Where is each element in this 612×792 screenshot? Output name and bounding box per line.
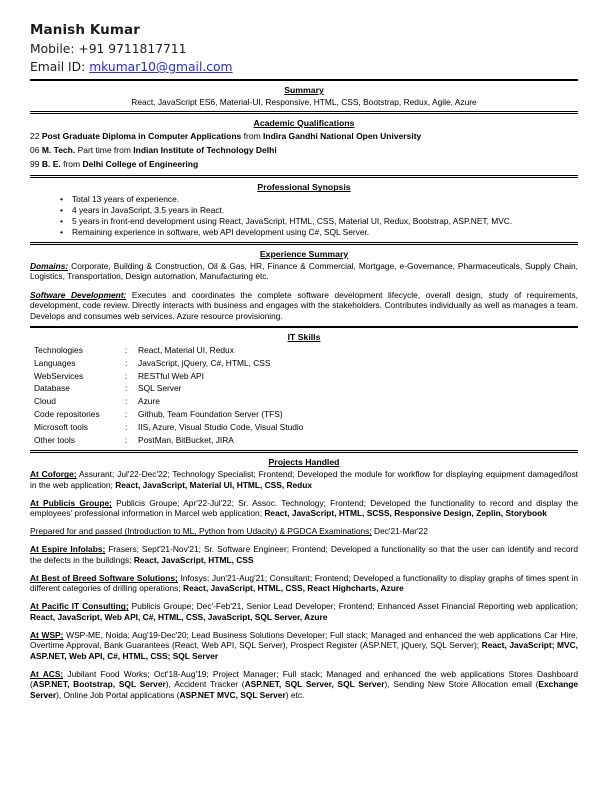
project-heading: At Pacific IT Consulting;	[30, 601, 129, 612]
skill-row	[30, 382, 578, 395]
project-tech: React, JavaScript, HTML, CSS	[133, 554, 254, 565]
academic-title: Academic Qualifications	[253, 118, 355, 128]
project-body: WSP-ME, Noida; Aug'19-Dec'20; Lead Business Solutions Developer; Full stack; Managed and enhanced the web applications Car Hire, Overtime Approval, Bank Guarantees (React, Web API, SQL Server), Prospect Register (ASP.NET, jQuery, SQL Server);	[30, 629, 579, 651]
synopsis-bullet: • 4 years in JavaScript, 3.5 years in React.	[30, 205, 578, 216]
skill-row	[30, 408, 578, 421]
academic-item	[30, 130, 578, 144]
skill-row	[30, 421, 578, 434]
academic-degree: M. Tech.	[41, 144, 76, 155]
skill-value: SQL Server	[138, 383, 182, 394]
project-heading: At WSP;	[30, 629, 64, 640]
project-tech-segment: ASP.NET, SQL Server, SQL Server	[244, 679, 385, 690]
skill-colon: :	[125, 396, 128, 407]
academic-degree: Post Graduate Diploma in Computer Applications	[41, 131, 242, 141]
synopsis-bullet-list	[30, 194, 578, 237]
section-divider	[30, 79, 578, 81]
academic-connector: Part time from	[75, 144, 134, 155]
exam-preparation-note	[30, 526, 578, 537]
project-body-segment: ), Sending New Store Allocation email (	[384, 679, 539, 690]
skill-label: Languages	[34, 357, 76, 368]
academic-institution: Indian Institute of Technology Delhi	[133, 144, 277, 155]
section-divider	[30, 450, 578, 453]
academic-year: 22	[30, 131, 42, 141]
project-acs	[30, 669, 578, 701]
project-heading: At Coforge;	[30, 469, 77, 480]
experience-title: Experience Summary	[259, 248, 349, 259]
contact-header	[30, 22, 578, 74]
skill-row	[30, 434, 578, 447]
project-heading: At Best of Breed Software Solutions;	[30, 572, 178, 583]
email-link[interactable]: mkumar10@gmail.com	[89, 60, 233, 74]
project-heading: At ACS;	[30, 668, 64, 679]
section-divider	[30, 175, 578, 178]
section-it-skills	[30, 332, 578, 446]
academic-institution: Delhi College of Engineering	[82, 158, 199, 169]
project-tech: React, JavaScript, HTML, SCSS, Responsive Design, Zeplin, Storybook	[264, 508, 547, 519]
synopsis-bullet: • Total 13 years of experience.	[30, 194, 578, 205]
project-body-segment: ), Accident Tracker (	[165, 679, 245, 690]
skill-colon: :	[125, 409, 128, 420]
software-development-label: Software Development:	[30, 289, 127, 300]
skill-colon: :	[125, 421, 128, 432]
project-tech: React, JavaScript, Material UI, HTML, CSS, Redux	[115, 479, 313, 490]
project-body: Infosys; Jun'21-Aug'21; Consultant; Frontend; Developed a functionality to display graphs of times spent in different categories of drilling operations;	[30, 572, 579, 594]
academic-institution: Indira Gandhi National Open University	[263, 131, 422, 141]
project-body-segment: Jubilant Food Works; Oct'18-Aug'19; Project Manager; Full stack; Managed and enhanced the web applications Stores Dashboard (	[30, 668, 578, 690]
project-tech: React, JavaScript, HTML, CSS, React Highcharts, Azure	[183, 583, 404, 594]
skill-row	[30, 395, 578, 408]
project-body: Assurant; Jul'22-Dec'22; Technology Specialist; Frontend; Developed the module for workflow for displaying equipment damaged/lost in the web application;	[30, 469, 578, 490]
domains-paragraph	[30, 261, 578, 282]
exam-note-underlined: Prepared for and passed (Introduction to ML, Python from Udacity) & PGDCA Examinations;	[30, 526, 372, 537]
project-pacific-it-consulting	[30, 601, 578, 622]
project-wsp	[30, 630, 578, 662]
software-development-text: Executes and coordinates the complete software development lifecycle, overall design, study of requirements, development, code review. Directly interacts with business and engages with the stakeholders. Contributes individually as well as manages a team. Develops and consumes web services. Azure resource provisioning.	[30, 289, 578, 321]
section-divider	[30, 326, 578, 328]
summary-title: Summary	[284, 85, 324, 95]
project-best-of-breed	[30, 573, 578, 594]
mobile-label: Mobile:	[30, 42, 79, 56]
section-synopsis	[30, 182, 578, 237]
project-body: Frasers; Sept'21-Nov'21; Sr. Software Engineer; Frontend; Developed a functionality so that the user can identify and record the defects in the buildings;	[30, 544, 578, 565]
project-publicis-groupe	[30, 498, 578, 519]
skill-value: RESTful Web API	[138, 370, 204, 381]
project-tech-segment: Exchange Server	[30, 679, 578, 700]
project-body: Publicis Groupe; Apr'22-Jul'22; Sr. Assoc. Technology; Frontend; Developed the functionality to record and display the employees' professional information in Marcel web application;	[30, 497, 578, 519]
section-projects	[30, 457, 578, 700]
synopsis-bullet: • Remaining experience in software, web API development using C#, SQL Server.	[30, 227, 578, 238]
software-development-paragraph	[30, 290, 578, 322]
project-espire-infolabs	[30, 544, 578, 565]
academic-connector: from	[241, 131, 264, 141]
academic-year: 06	[30, 144, 42, 155]
section-experience	[30, 249, 578, 322]
skill-row	[30, 357, 578, 370]
skill-colon: :	[125, 357, 128, 368]
skill-colon: :	[125, 370, 128, 381]
mobile-line	[30, 42, 578, 56]
academic-connector: from	[60, 158, 83, 169]
section-divider	[30, 242, 578, 245]
exam-note-dates: Dec'21-Mar'22	[371, 526, 428, 537]
academic-year: 99	[30, 158, 42, 169]
project-tech-segment: ASP.NET MVC, SQL Server	[179, 689, 286, 700]
skill-label: Other tools	[34, 434, 75, 445]
domains-label: Domains:	[30, 260, 69, 271]
domains-text: Corporate, Building & Construction, Oil & Gas, HR, Finance & Commercial, Mortgage, e-Governance, Pharmaceuticals, Supply Chain, Logistics, Transportation, Design automation, Manufacturing etc.	[30, 260, 578, 282]
project-body-segment: ), Online Job Portal applications (	[56, 689, 180, 700]
skill-colon: :	[125, 383, 128, 394]
skill-colon: :	[125, 434, 128, 445]
mobile-number: +91 9711817711	[78, 42, 187, 56]
email-label: Email ID:	[30, 60, 90, 74]
skill-label: Microsoft tools	[34, 421, 88, 432]
project-heading: At Publicis Groupe;	[30, 497, 112, 508]
synopsis-bullet: • 5 years in front-end development using React, JavaScript, HTML, CSS, Material UI, Redux, Bootstrap, ASP.NET, MVC.	[30, 216, 578, 227]
academic-degree: B. E.	[41, 158, 61, 169]
skill-colon: :	[125, 345, 128, 356]
skill-row	[30, 370, 578, 383]
project-body-segment: ) etc.	[285, 689, 305, 700]
academic-item	[30, 158, 578, 172]
skill-value: JavaScript, jQuery, C#, HTML, CSS	[138, 357, 271, 368]
project-tech: React, JavaScript, Web API, C#, HTML, CSS, JavaScript, SQL Server, Azure	[30, 611, 328, 622]
section-summary	[30, 85, 578, 107]
skill-label: Code repositories	[34, 409, 100, 420]
skill-label: WebServices	[34, 370, 84, 381]
skill-label: Database	[34, 383, 70, 394]
project-coforge	[30, 469, 578, 490]
skill-value: Github, Team Foundation Server (TFS)	[138, 409, 283, 420]
skill-value: IIS, Azure, Visual Studio Code, Visual Studio	[138, 421, 304, 432]
academic-item	[30, 144, 578, 158]
project-heading: At Espire Infolabs;	[30, 544, 106, 555]
summary-text: React, JavaScript ES6, Material-UI, Responsive, HTML, CSS, Bootstrap, Redux, Agile, Azure	[131, 97, 477, 107]
skill-value: React, Material UI, Redux	[138, 345, 234, 356]
skill-value: PostMan, BitBucket, JIRA	[138, 434, 234, 445]
project-tech-segment: ASP.NET, Bootstrap, SQL Server	[32, 679, 166, 690]
section-academic	[30, 118, 578, 171]
skill-row	[30, 344, 578, 357]
skill-label: Technologies	[34, 345, 83, 356]
skill-value: Azure	[138, 396, 160, 407]
projects-title: Projects Handled	[268, 457, 340, 468]
skills-table	[30, 344, 578, 446]
project-tech: React, JavaScript; MVC, ASP.NET, Web API, C#, HTML, CSS; SQL Server	[30, 640, 578, 661]
project-body: Publicis Groupe; Dec'-Feb'21, Senior Lead Developer; Frontend; Enhanced Asset Financial Reporting web application;	[128, 601, 579, 612]
person-name: Manish Kumar	[30, 22, 140, 38]
it-skills-title: IT Skills	[287, 332, 321, 343]
skill-label: Cloud	[34, 396, 56, 407]
email-line	[30, 60, 578, 74]
synopsis-title: Professional Synopsis	[257, 182, 351, 193]
section-divider	[30, 111, 578, 114]
